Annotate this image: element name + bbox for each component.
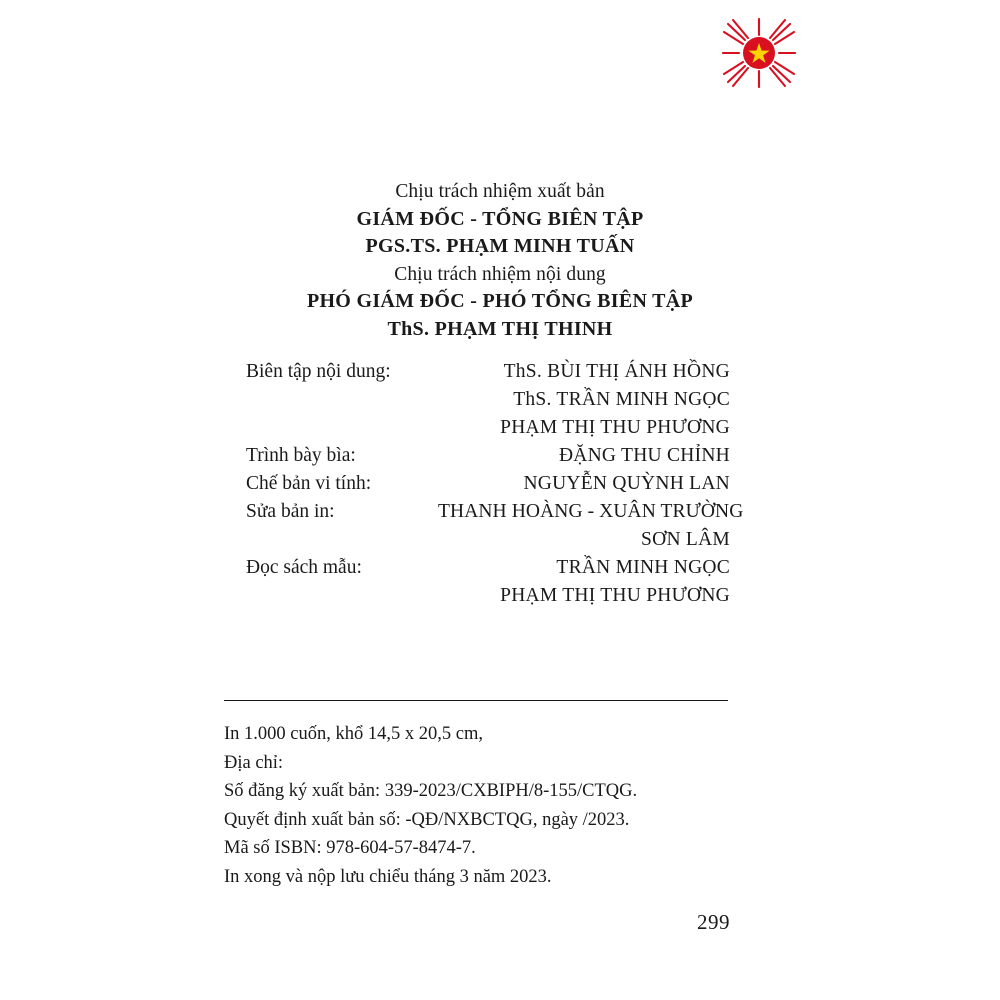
role-value: NGUYỄN QUỲNH LAN [523,473,730,494]
role-value: SƠN LÂM [641,529,730,550]
production-roles-list [246,358,766,610]
role-value: THANH HOÀNG - XUÂN TRƯỜNG [438,501,744,522]
credit-line-publishing-responsibility: Chịu trách nhiệm xuất bản [395,181,605,202]
responsibility-credits [0,178,1000,343]
role-label: Chế bản vi tính: [246,473,372,494]
credit-line-director-name: PGS.TS. PHẠM MINH TUẤN [365,235,635,257]
credit-line-director-title: GIÁM ĐỐC - TỔNG BIÊN TẬP [356,207,644,230]
page-number: 299 [697,910,730,934]
credit-line-deputy-director-name: ThS. PHẠM THỊ THINH [387,317,613,340]
role-label: Biên tập nội dung: [246,361,391,382]
role-row [246,582,766,610]
role-value: ThS. TRẦN MINH NGỌC [513,389,730,410]
role-value: PHẠM THỊ THU PHƯƠNG [500,417,730,438]
role-row [246,442,766,470]
imprint-deposit-date: In xong và nộp lưu chiểu tháng 3 năm 2023. [224,866,552,887]
role-label: Đọc sách mẫu: [246,557,362,578]
section-divider [224,700,728,701]
role-value: ĐẶNG THU CHỈNH [558,445,730,466]
imprint-registration-number: Số đăng ký xuất bản: 339-2023/CXBIPH/8-155/CTQG. [224,781,638,802]
star-burst-logo-icon [722,18,796,88]
role-value: ThS. BÙI THỊ ÁNH HỒNG [503,361,730,382]
role-row [246,358,766,386]
role-label: Trình bày bìa: [246,445,356,466]
imprint-address: Địa chỉ: [224,752,284,773]
imprint-isbn: Mã số ISBN: 978-604-57-8474-7. [224,838,476,859]
role-row [246,386,766,414]
role-row [246,470,766,498]
role-value: PHẠM THỊ THU PHƯƠNG [500,585,730,606]
imprint-publishing-decision: Quyết định xuất bản số: -QĐ/NXBCTQG, ngày /2023. [224,809,630,830]
role-row [246,414,766,442]
role-row [246,526,766,554]
role-value: TRẦN MINH NGỌC [556,557,730,578]
imprint-print-run: In 1.000 cuốn, khổ 14,5 x 20,5 cm, [224,724,483,744]
credit-line-content-responsibility: Chịu trách nhiệm nội dung [394,263,606,285]
role-label: Sửa bản in: [246,501,335,522]
role-row [246,554,766,582]
imprint-block [224,720,844,892]
role-row [246,498,766,526]
credit-line-deputy-director-title: PHÓ GIÁM ĐỐC - PHÓ TỔNG BIÊN TẬP [306,290,694,312]
